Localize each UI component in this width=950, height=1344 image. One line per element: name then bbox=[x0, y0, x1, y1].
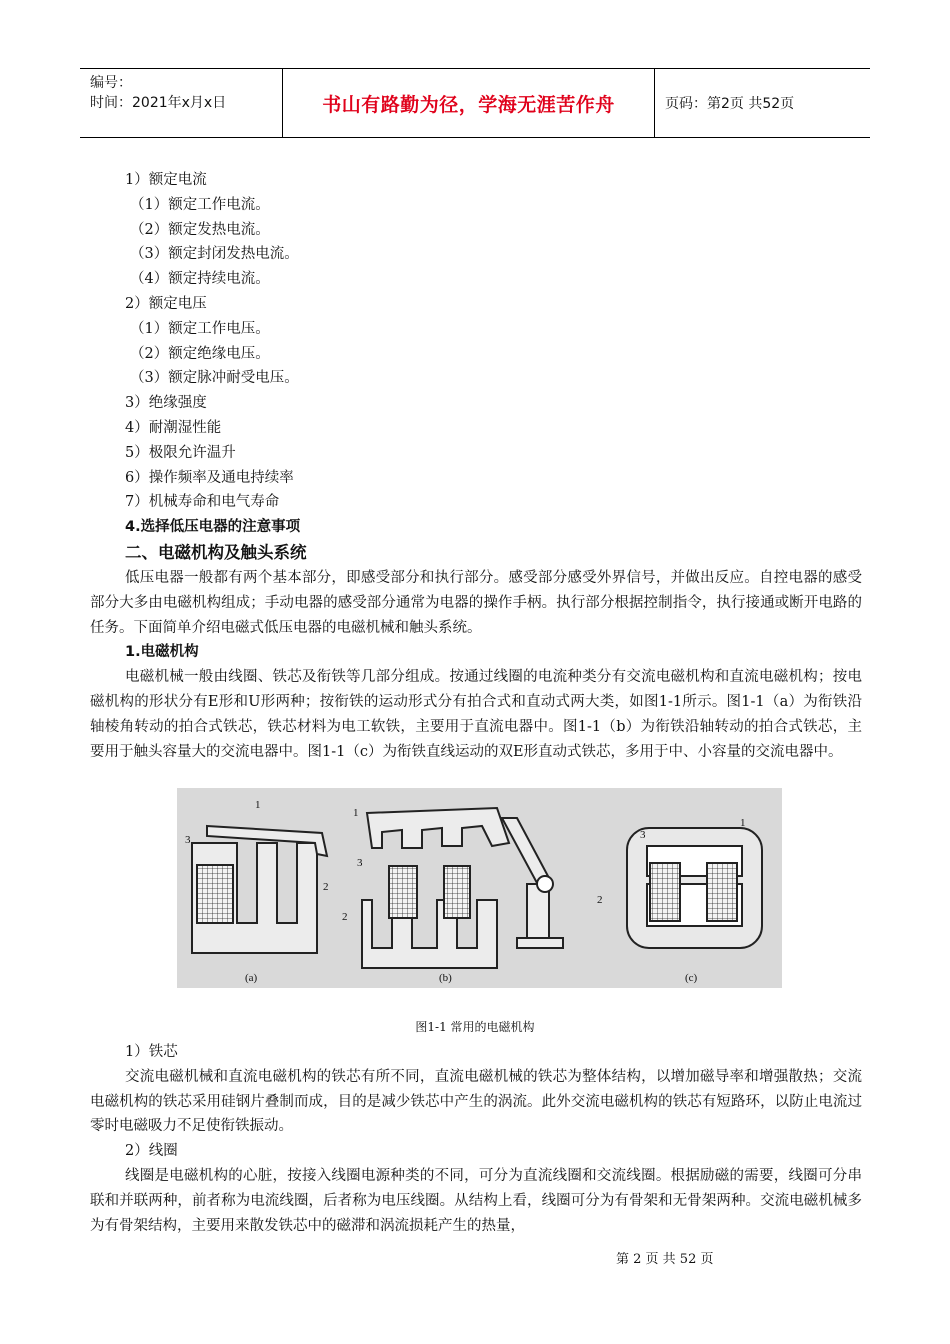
list-item: 1）额定电流 bbox=[125, 172, 207, 188]
header-info-cell bbox=[80, 69, 282, 137]
list-item: （3）额定封闭发热电流。 bbox=[130, 246, 299, 263]
heading-selection-notes: 4.选择低压电器的注意事项 bbox=[125, 519, 301, 536]
coil-b1 bbox=[389, 866, 417, 918]
label-a-3: 3 bbox=[185, 834, 191, 846]
page-footer: 第 2 页 共 52 页 bbox=[616, 1252, 714, 1267]
page-info: 页码：第2页 共52页 bbox=[665, 96, 795, 112]
coil-c1 bbox=[650, 863, 680, 921]
list-item: 6）操作频率及通电持续率 bbox=[125, 469, 294, 486]
paragraph-intro: 低压电器一般都有两个基本部分，即感受部分和执行部分。感受部分感受外界信号，并做出反应。自控电器的感受部分大多由电磁机构组成；手动电器的感受部分通常为电器的操作手柄。执行部分根据控制指令，执行接通或断开电路的任务。下面简单介绍电磁式低压电器的电磁机械和触头系统。 bbox=[90, 569, 862, 636]
header-motto-cell bbox=[282, 69, 655, 137]
pivot-base-b bbox=[517, 938, 563, 948]
header-page-cell bbox=[655, 69, 870, 137]
paragraph-coil: 线圈是电磁机构的心脏，按接入线圈电源种类的不同，可分为直流线圈和交流线圈。根据励磁的需要，线圈可分串联和并联两种，前者称为电流线圈，后者称为电压线圈。从结构上看，线圈可分为有骨架和无骨架两种。交流电磁机械多为有骨架结构，主要用来散发铁芯中的磁滞和涡流损耗产生的热量， bbox=[90, 1167, 862, 1234]
heading-electromagnetic-mechanism: 1.电磁机构 bbox=[125, 644, 199, 661]
list-item: （4）额定持续电流。 bbox=[130, 271, 270, 288]
list-item: 2）额定电压 bbox=[125, 295, 207, 312]
subheading-core: 1）铁芯 bbox=[125, 1044, 178, 1060]
list-item: （2）额定绝缘电压。 bbox=[130, 345, 270, 362]
lever-b bbox=[502, 818, 549, 883]
motto-text: 书山有路勤为径，学海无涯苦作舟 bbox=[322, 93, 615, 116]
document-body bbox=[90, 168, 862, 764]
number-label: 编号： bbox=[90, 75, 132, 91]
pivot-b bbox=[537, 876, 553, 892]
figure-electromagnetic-mechanisms bbox=[177, 788, 782, 988]
label-b-2: 2 bbox=[342, 911, 348, 923]
coil-c2 bbox=[707, 863, 737, 921]
label-c-1: 1 bbox=[740, 817, 746, 829]
coil-b2 bbox=[444, 866, 470, 918]
list-item: 3）绝缘强度 bbox=[125, 395, 207, 412]
parameter-list bbox=[90, 168, 862, 515]
figure-drawing bbox=[177, 788, 782, 988]
coil-a bbox=[197, 865, 233, 923]
label-b-3: 3 bbox=[357, 857, 363, 869]
label-b-1: 1 bbox=[353, 807, 359, 819]
label-c-3: 3 bbox=[640, 829, 646, 841]
time-label: 时间：2021年x月x日 bbox=[90, 95, 227, 111]
list-item: （3）额定脉冲耐受电压。 bbox=[130, 370, 299, 387]
e-core-b bbox=[362, 900, 497, 968]
document-body-continued bbox=[90, 1040, 862, 1238]
list-item: 4）耐潮湿性能 bbox=[125, 419, 222, 436]
label-a: (a) bbox=[245, 972, 258, 984]
list-item: 5）极限允许温升 bbox=[125, 444, 236, 461]
section-title: 二、电磁机构及触头系统 bbox=[125, 542, 307, 562]
paragraph-mechanism: 电磁机械一般由线圈、铁芯及衔铁等几部分组成。按通过线圈的电流种类分有交流电磁机构和直流电磁机构；按电磁机构的形状分有E形和U形两种；按衔铁的运动形式分有拍合式和直动式两大类，如图1-1所示。图1-1（a）为衔铁沿轴棱角转动的拍合式铁芯，铁芯材料为电工软铁，主要用于直流电器中。图1-1（b）为衔铁沿轴转动的拍合式铁芯，主要用于触头容量大的交流电器中。图1-1（c）为衔铁直线运动的双E形直动式铁芯，多用于中、小容量的交流电器中。 bbox=[90, 669, 862, 760]
list-item: （2）额定发热电流。 bbox=[130, 221, 270, 238]
list-item: （1）额定工作电压。 bbox=[130, 320, 270, 337]
label-a-1: 1 bbox=[255, 799, 261, 811]
label-c-2: 2 bbox=[597, 894, 603, 906]
label-b: (b) bbox=[439, 972, 452, 984]
label-c: (c) bbox=[685, 972, 698, 984]
list-item: （1）额定工作电流。 bbox=[130, 196, 270, 213]
label-a-2: 2 bbox=[323, 881, 329, 893]
paragraph-core: 交流电磁机械和直流电磁机构的铁芯有所不同，直流电磁机械的铁芯为整体结构，以增加磁导率和增强散热；交流电磁机构的铁芯采用硅钢片叠制而成，目的是减少铁芯中产生的涡流。此外交流电磁机构的铁芯有短路环，以防止电流过零时电磁吸力不足使衔铁振动。 bbox=[90, 1068, 862, 1135]
subheading-coil: 2）线圈 bbox=[125, 1143, 178, 1160]
armature-b bbox=[367, 808, 509, 848]
figure-caption: 图1-1 常用的电磁机构 bbox=[415, 1020, 535, 1034]
list-item: 7）机械寿命和电气寿命 bbox=[125, 494, 280, 511]
page-header bbox=[80, 68, 870, 138]
